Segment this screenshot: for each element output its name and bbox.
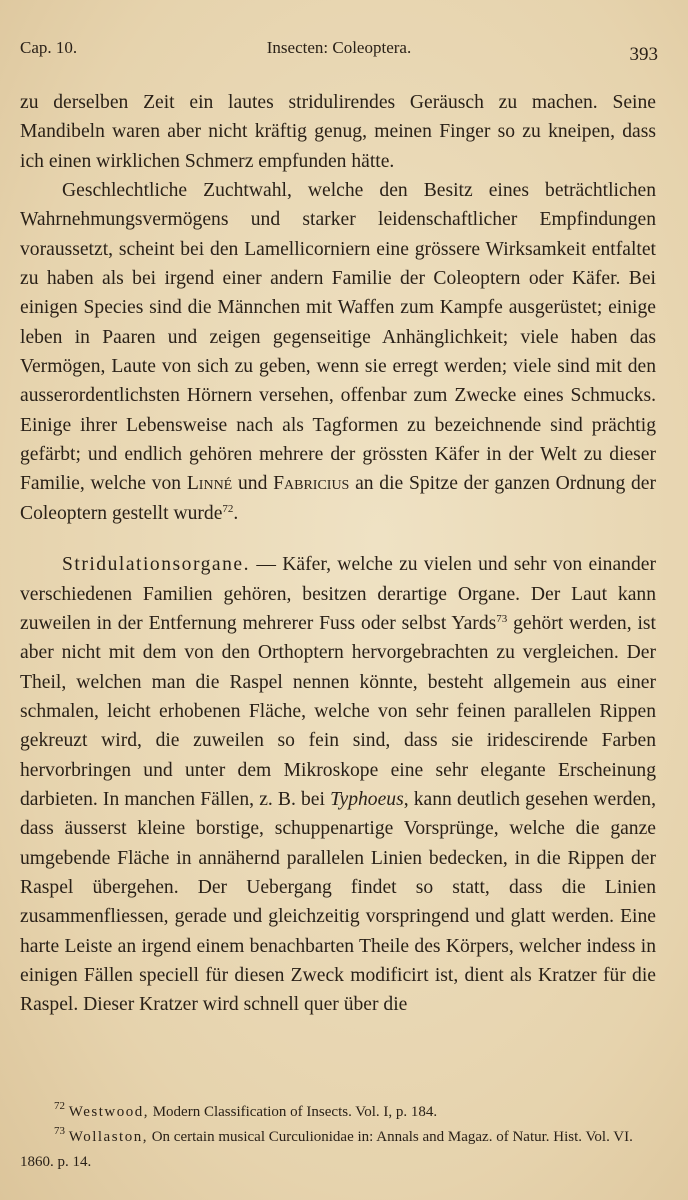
footnote-ref: 73 (496, 612, 508, 625)
paragraph-text: gehört werden, ist aber nicht mit dem von den Orthoptern hervorgebrachten zu vergleichen. Der Theil, welchen man die Raspel nennen könnte, besteht allgemein aus einer schmalen, leicht erhobenen Fläche, welche von sehr feinen parallelen Rippen gekreuzt wird, die zuweilen so fein sind, dass sie iridescirende Farben hervorbringen und unter dem Mikroskope eine sehr elegante Erscheinung darbieten. In manchen Fällen, z. B. bei (20, 612, 656, 810)
main-text (20, 88, 656, 1020)
paragraph-continuation: zu derselben Zeit ein lautes stridulirendes Geräusch zu machen. Seine Mandibeln waren aber nicht kräftig genug, meinen Finger so zu kneipen, dass ich einen wirklichen Schmerz empfunden hätte. (20, 92, 656, 172)
running-header (20, 38, 658, 68)
paragraph-text: und (237, 473, 268, 495)
footnote-author: Westwood, (68, 1104, 149, 1120)
name-fabricius: Fabricius (273, 473, 350, 495)
section-heading: Stridulationsorgane. (62, 554, 251, 576)
chapter-label: Cap. 10. (20, 38, 78, 57)
paragraph-text: Geschlechtliche Zuchtwahl, welche den Besitz eines beträchtlichen Wahrnehmungsvermögens und starker leidenschaftlicher Empfindungen voraussetzt, scheint bei den Lamellicorniern eine grössere Wirksamkeit entfaltet zu haben als bei irgend einer andern Familie der Coleoptern oder Käfer. Bei einigen Species sind die Männchen mit Waffen zum Kampfe ausgerüstet; einige leben in Paaren und zeigen gegenseitige Anhänglichkeit; viele haben das Vermögen, Laute von sich zu geben, wenn sie erregt werden; viele sind mit den ausserordentlichsten Hörnern versehen, offenbar zum Zwecke eines Schmucks. Einige ihrer Lebensweise nach als Tagformen zu bezeichnende sind prächtig gefärbt; und endlich gehören mehrere der grössten Käfer in der Welt zu dieser Familie, welche von (20, 180, 656, 495)
paragraph-text: an die Spitze der ganzen Ordnung der Coleoptern gestellt wurde (20, 473, 657, 524)
footnote-author: Wollaston, (68, 1129, 148, 1145)
footnote-text: On certain musical Curculionidae in: Annals and Magaz. of Natur. Hist. Vol. VI. 1860. p. 14. (20, 1129, 633, 1170)
footnote-ref: 72 (222, 502, 234, 515)
paragraph-text: , kann deutlich gesehen werden, dass äusserst kleine borstige, schuppenartige Vorsprünge, welche die ganze umgebende Fläche in annähernd parallelen Linien bedecken, in die Rippen der Raspel übergehen. Der Uebergang findet so statt, dass die Linien zusammenfliessen, gerade und gleichzeitig vorspringend und glatt werden. Eine harte Leiste an irgend einem benachbarten Theile des Körpers, welcher indess in einigen Fällen speciell für diesen Zweck modificirt ist, dient als Kratzer für die Raspel. Dieser Kratzer wird schnell quer über die (20, 788, 656, 1016)
paragraph-sexual-selection (20, 176, 656, 528)
paragraph-stridulation (20, 550, 656, 1020)
paragraph-text: — Käfer, welche zu vielen und sehr von einander verschiedenen Familien gehören, besitzen derartige Organe. Der Laut kann zuweilen in der Entfernung mehrerer Fuss oder selbst Yards (20, 554, 656, 634)
footnote-72 (20, 1100, 656, 1125)
genus-name: Typhoeus (330, 788, 404, 810)
page-number: 393 (629, 44, 658, 65)
running-title: Insecten: Coleoptera. (266, 38, 412, 57)
footnote-number: 73 (54, 1125, 65, 1137)
footnotes (20, 1100, 656, 1175)
name-linne: Linné (186, 473, 233, 495)
paragraph-end: . (233, 502, 239, 524)
footnote-number: 72 (54, 1100, 65, 1112)
footnote-73 (20, 1125, 656, 1175)
footnote-text: Modern Classification of Insects. Vol. I, p. 184. (152, 1104, 438, 1120)
